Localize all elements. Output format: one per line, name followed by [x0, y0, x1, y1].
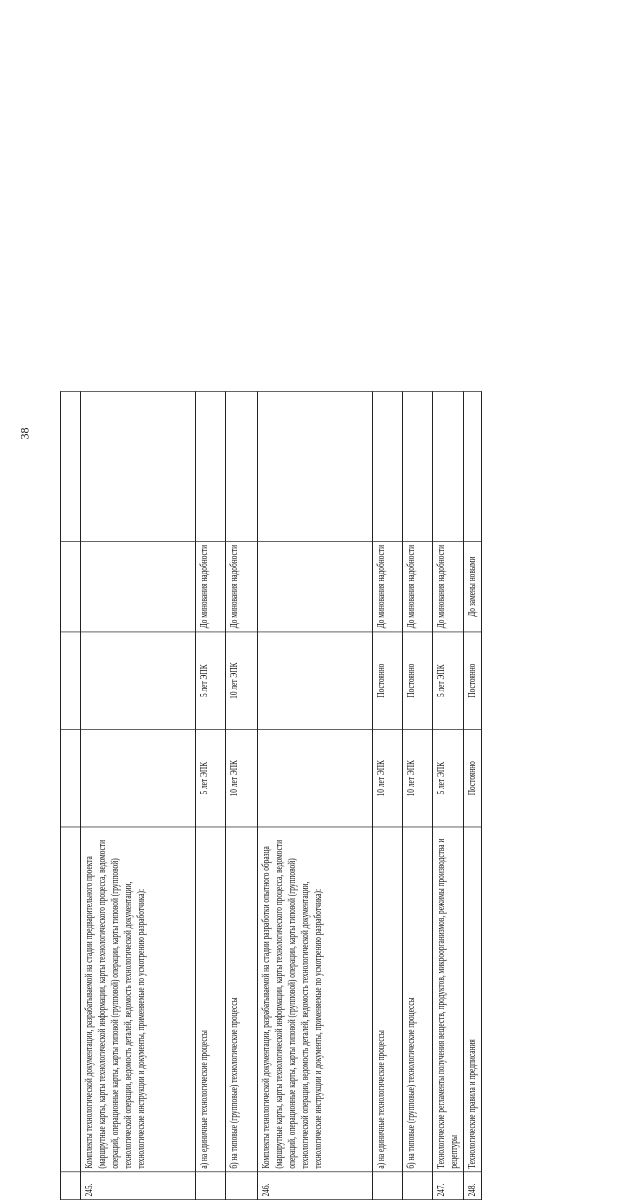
row-text: а) на единичные технологические процессы — [373, 827, 403, 1172]
row-text — [61, 827, 81, 1172]
table-row — [373, 392, 403, 1200]
row-col5 — [61, 541, 81, 632]
row-col6 — [81, 392, 196, 542]
row-number: 246. — [258, 1172, 373, 1200]
row-text: Технологические правила и предписания — [464, 827, 482, 1172]
table-row — [81, 392, 196, 1200]
row-col4: 10 лет ЭПК — [226, 632, 258, 730]
row-col3: 10 лет ЭПК — [403, 729, 433, 827]
row-col6 — [61, 392, 81, 542]
table-row — [196, 392, 226, 1200]
page-number: 38 — [17, 427, 32, 439]
row-col3 — [258, 729, 373, 827]
row-col3: Постоянно — [464, 729, 482, 827]
row-text: Технологические регламенты получения веществ, продуктов, микроорганизмов, режимы производства и рецептуры — [433, 827, 464, 1172]
row-col4: 5 лет ЭПК — [196, 632, 226, 730]
row-col6 — [196, 392, 226, 542]
row-number: 247. — [433, 1172, 464, 1200]
row-number: 248. — [464, 1172, 482, 1200]
table-row — [433, 392, 464, 1200]
row-text: а) на единичные технологические процессы — [196, 827, 226, 1172]
row-col3 — [81, 729, 196, 827]
row-col3: 10 лет ЭПК — [373, 729, 403, 827]
row-col6 — [464, 392, 482, 542]
row-col4: Постоянно — [403, 632, 433, 730]
table-row — [258, 392, 373, 1200]
row-col6 — [373, 392, 403, 542]
row-col4 — [61, 632, 81, 730]
rotated-table-sheet — [60, 392, 480, 1200]
row-number: 245. — [81, 1172, 196, 1200]
row-number — [61, 1172, 81, 1200]
row-number — [226, 1172, 258, 1200]
table-row — [464, 392, 482, 1200]
row-col5: До минования надобности — [403, 541, 433, 632]
row-col3: 10 лет ЭПК — [226, 729, 258, 827]
row-text: Комплекты технологической документации, разрабатываемой на стадии разработки опытного образца (маршрутные карты, карты технологической информации, карты технологического процесса, ведомости операций, операционные карты, карты типовой (групповой) операции, карты типовой (групповой) технологической операции, ведомость деталей, ведомость технологической документации, технологические инструкции и документы, применяемые по усмотрению разработчика): — [258, 827, 373, 1172]
row-text: б) на типовые (групповые) технологические процессы — [403, 827, 433, 1172]
row-col5: До минования надобности — [226, 541, 258, 632]
row-text: Комплекты технологической документации, разрабатываемой на стадии предварительного проекта (маршрутные карты, карты технологической информации, карты технологического процесса, ведомости операций, операционные карты, карты типовой (групповой) операции, карты типовой (групповой) технологической операции, ведомость деталей, ведомость технологической документации, технологические инструкции и документы, применяемые по усмотрению разработчика): — [81, 827, 196, 1172]
row-col4 — [258, 632, 373, 730]
row-text: б) на типовые (групповые) технологические процессы — [226, 827, 258, 1172]
row-number — [196, 1172, 226, 1200]
row-number — [403, 1172, 433, 1200]
row-col5: До минования надобности — [433, 541, 464, 632]
row-col4: 5 лет ЭПК — [433, 632, 464, 730]
retention-table — [60, 391, 482, 1200]
row-col5 — [258, 541, 373, 632]
row-col4 — [81, 632, 196, 730]
table-row — [403, 392, 433, 1200]
row-col3: 5 лет ЭПК — [196, 729, 226, 827]
row-col6 — [258, 392, 373, 542]
table-row — [61, 392, 81, 1200]
row-col6 — [226, 392, 258, 542]
row-number — [373, 1172, 403, 1200]
row-col4: Постоянно — [373, 632, 403, 730]
table-row — [226, 392, 258, 1200]
row-col3 — [61, 729, 81, 827]
row-col6 — [403, 392, 433, 542]
row-col5: До минования надобности — [373, 541, 403, 632]
row-col6 — [433, 392, 464, 542]
row-col4: Постоянно — [464, 632, 482, 730]
row-col5: До минования надобности — [196, 541, 226, 632]
row-col5 — [81, 541, 196, 632]
row-col5: До замены новыми — [464, 541, 482, 632]
row-col3: 5 лет ЭПК — [433, 729, 464, 827]
